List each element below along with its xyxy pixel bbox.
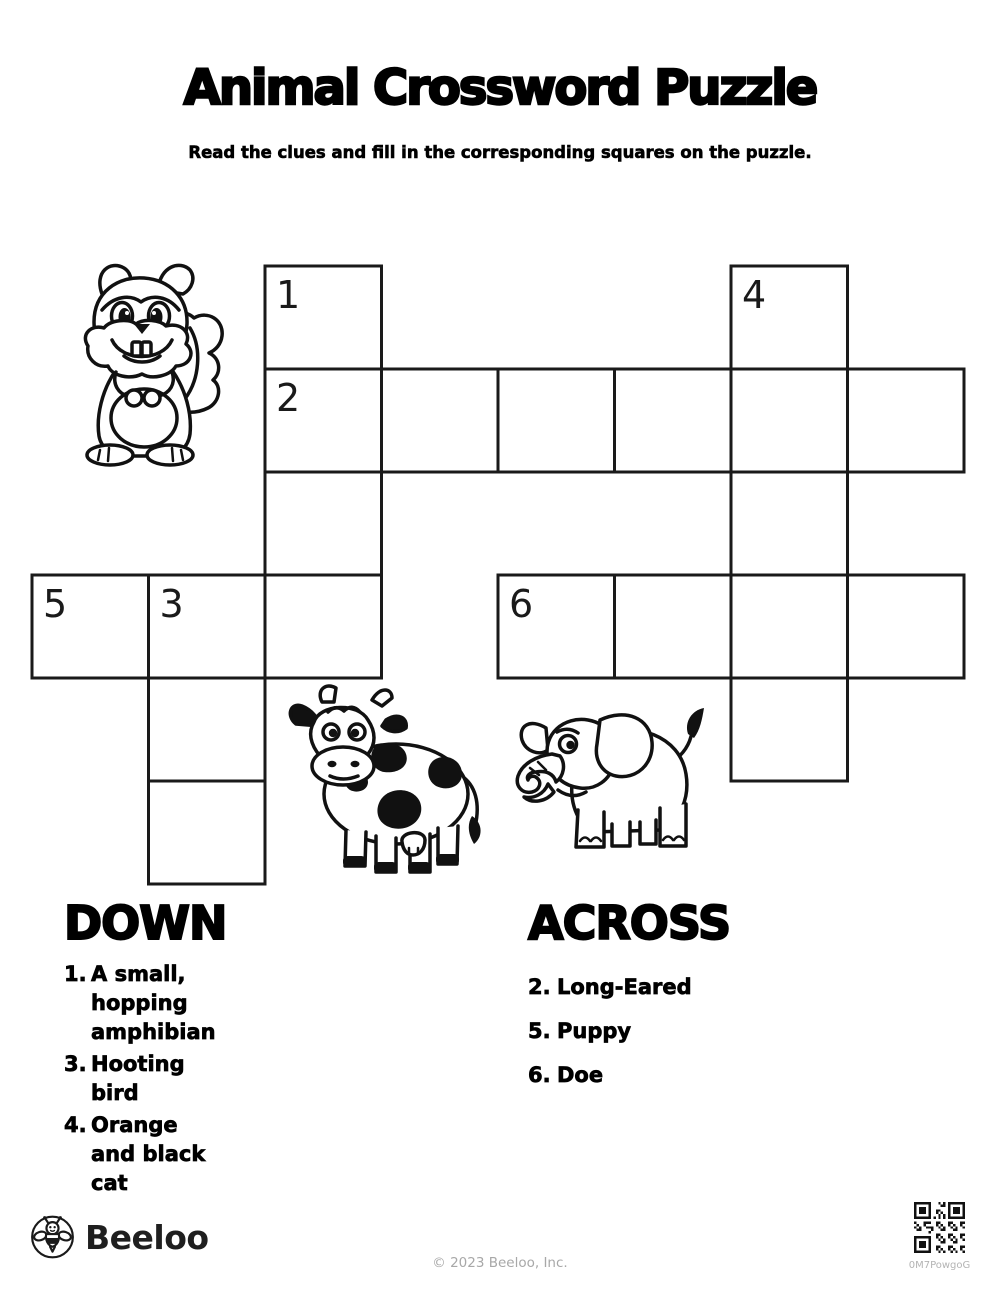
qr-module <box>936 1212 938 1214</box>
clue-number: 4. <box>64 1113 87 1137</box>
across-clue-list <box>528 976 788 1087</box>
qr-module <box>960 1248 962 1250</box>
qr-module <box>953 1224 955 1226</box>
qr-module <box>950 1221 952 1223</box>
qr-module <box>948 1221 950 1223</box>
grid-cell <box>731 575 848 678</box>
qr-module <box>943 1251 945 1253</box>
qr-module <box>955 1238 957 1240</box>
clue-item <box>528 976 788 999</box>
qr-module <box>960 1221 962 1223</box>
qr-module <box>941 1248 943 1250</box>
across-clues-section <box>528 896 788 1108</box>
qr-module <box>963 1221 965 1223</box>
qr-module <box>919 1207 926 1214</box>
clue-item <box>64 1111 214 1198</box>
clue-number: 5. <box>528 1019 551 1043</box>
qr-module <box>929 1226 931 1228</box>
grid-cell <box>731 472 848 575</box>
qr-module <box>943 1226 945 1228</box>
down-header: DOWN <box>64 896 227 950</box>
qr-module <box>916 1229 918 1231</box>
qr-module <box>948 1248 950 1250</box>
grid-cell-number: 3 <box>159 582 184 626</box>
qr-module <box>941 1204 943 1206</box>
qr-module <box>926 1226 928 1228</box>
across-header: ACROSS <box>528 896 731 950</box>
qr-module <box>919 1241 926 1248</box>
qr-module <box>938 1246 940 1248</box>
qr-module <box>948 1234 950 1236</box>
grid-cell <box>149 678 266 781</box>
qr-module <box>948 1236 950 1238</box>
grid-cell-number: 2 <box>276 376 301 420</box>
qr-module <box>960 1224 962 1226</box>
grid-cell <box>848 575 965 678</box>
clue-text: A small, hopping amphibian <box>91 962 216 1044</box>
elephant-illustration <box>512 702 712 852</box>
qr-module <box>936 1248 938 1250</box>
clue-text: Doe <box>557 1063 604 1087</box>
qr-module <box>938 1217 940 1219</box>
qr-code <box>914 1202 965 1253</box>
qr-module <box>953 1229 955 1231</box>
qr-module <box>936 1209 938 1211</box>
qr-module <box>924 1221 926 1223</box>
qr-module <box>936 1221 938 1223</box>
brand-name: Beeloo <box>85 1218 209 1257</box>
qr-module <box>943 1229 945 1231</box>
qr-module <box>931 1226 933 1228</box>
qr-module <box>955 1229 957 1231</box>
qr-module <box>933 1217 935 1219</box>
grid-cell <box>265 575 382 678</box>
clue-item <box>64 960 214 1047</box>
qr-module <box>941 1229 943 1231</box>
qr-module <box>960 1236 962 1238</box>
qr-module <box>950 1246 952 1248</box>
clue-text: Orange and black cat <box>91 1113 206 1195</box>
qr-module <box>929 1221 931 1223</box>
qr-module <box>941 1212 943 1214</box>
qr-module <box>938 1202 940 1204</box>
qr-module <box>948 1246 950 1248</box>
qr-module <box>963 1234 965 1236</box>
qr-module <box>916 1224 918 1226</box>
qr-module <box>938 1251 940 1253</box>
down-clues-section <box>64 896 274 1201</box>
qr-module <box>950 1238 952 1240</box>
qr-module <box>941 1236 943 1238</box>
qr-module <box>943 1238 945 1240</box>
qr-module <box>941 1224 943 1226</box>
qr-module <box>943 1204 945 1206</box>
qr-module <box>938 1226 940 1228</box>
clue-text: Puppy <box>557 1019 632 1043</box>
copyright-text: © 2023 Beeloo, Inc. <box>432 1255 568 1271</box>
clue-number: 2. <box>528 975 551 999</box>
qr-module <box>955 1226 957 1228</box>
clue-number: 1. <box>64 962 87 986</box>
qr-module <box>938 1238 940 1240</box>
qr-module <box>919 1229 921 1231</box>
qr-code-label: 0M7PowgoG <box>908 1260 971 1271</box>
qr-module <box>941 1241 943 1243</box>
qr-module <box>936 1236 938 1238</box>
qr-module <box>950 1251 952 1253</box>
qr-module <box>960 1246 962 1248</box>
qr-module <box>960 1234 962 1236</box>
qr-module <box>943 1214 945 1216</box>
qr-module <box>953 1236 955 1238</box>
qr-module <box>938 1221 940 1223</box>
cow-illustration <box>286 682 482 878</box>
qr-module <box>963 1246 965 1248</box>
clue-item <box>528 1020 788 1043</box>
clue-item <box>64 1050 214 1108</box>
clue-number: 6. <box>528 1063 551 1087</box>
qr-module <box>950 1226 952 1228</box>
qr-module <box>931 1229 933 1231</box>
qr-module <box>914 1221 916 1223</box>
qr-module <box>950 1234 952 1236</box>
grid-cell <box>382 369 499 472</box>
page-subtitle: Read the clues and fill in the corresponding squares on the puzzle. <box>188 143 812 162</box>
qr-module <box>936 1224 938 1226</box>
clue-item <box>528 1064 788 1087</box>
grid-cell <box>149 781 266 884</box>
qr-module <box>914 1226 916 1228</box>
qr-module <box>938 1234 940 1236</box>
qr-module <box>953 1248 955 1250</box>
grid-cell <box>615 575 732 678</box>
grid-cell <box>848 369 965 472</box>
qr-module <box>943 1241 945 1243</box>
qr-module <box>924 1224 926 1226</box>
qr-module <box>943 1217 945 1219</box>
grid-cell <box>731 678 848 781</box>
grid-cell <box>731 369 848 472</box>
qr-module <box>963 1251 965 1253</box>
qr-module <box>929 1231 931 1233</box>
grid-cell <box>265 472 382 575</box>
qr-module <box>926 1221 928 1223</box>
grid-cell-number: 4 <box>742 273 767 317</box>
clue-text: Hooting bird <box>91 1052 185 1105</box>
qr-module <box>948 1224 950 1226</box>
qr-module <box>953 1207 960 1214</box>
clue-number: 3. <box>64 1052 87 1076</box>
qr-module <box>963 1226 965 1228</box>
qr-module <box>955 1241 957 1243</box>
grid-cell-number: 5 <box>43 582 68 626</box>
grid-cell-number: 1 <box>276 273 301 317</box>
page-title: Animal Crossword Puzzle <box>183 60 817 116</box>
grid-cell <box>498 369 615 472</box>
clue-text: Long-Eared <box>557 975 692 999</box>
grid-cell <box>615 369 732 472</box>
qr-module <box>943 1202 945 1204</box>
qr-module <box>938 1209 940 1211</box>
qr-module <box>963 1238 965 1240</box>
bee-icon <box>30 1214 75 1259</box>
qr-module <box>955 1251 957 1253</box>
qr-module <box>919 1226 921 1228</box>
squirrel-illustration <box>52 258 244 468</box>
grid-cell-number: 6 <box>509 582 534 626</box>
qr-module <box>938 1214 940 1216</box>
down-clue-list <box>64 960 274 1198</box>
qr-module <box>936 1234 938 1236</box>
qr-module <box>953 1241 955 1243</box>
qr-module <box>936 1246 938 1248</box>
